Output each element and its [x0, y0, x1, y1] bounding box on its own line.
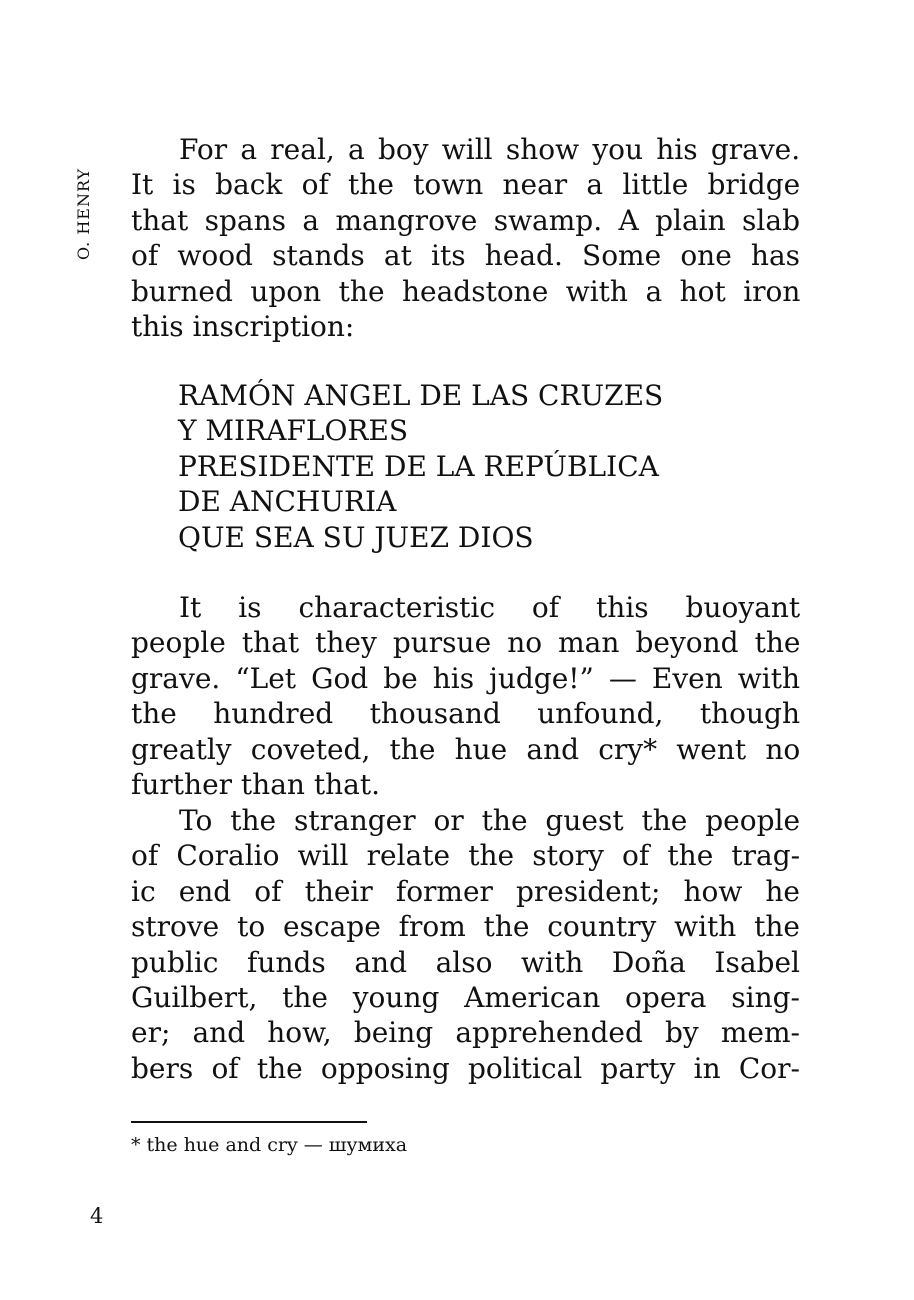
- text-line: It is characteristic of this buoyant: [179, 591, 801, 624]
- paragraph-coralio-story: [131, 803, 800, 1086]
- inscription-line: RAMÓN ANGEL DE LAS CRUZES: [178, 379, 664, 412]
- text-line: It is back of the town near a little bridge: [131, 168, 801, 202]
- text-line: burned upon the headstone with a hot iron: [131, 274, 801, 308]
- text-line: To the stranger or the guest the people: [179, 804, 801, 837]
- running-head-author: O. HENRY: [74, 167, 93, 260]
- headstone-inscription: [178, 378, 663, 555]
- inscription-line: PRESIDENTE DE LA REPÚBLICA: [178, 449, 659, 483]
- text-line: bers of the opposing political party in Cor-: [131, 1051, 800, 1085]
- text-line: the hundred thousand unfound, though: [131, 697, 800, 731]
- text-line: people that they pursue no man beyond the: [131, 626, 801, 660]
- page-number: 4: [90, 1204, 104, 1228]
- text-line: er; and how, being apprehended by mem-: [131, 1016, 800, 1050]
- text-line: this inscription:: [131, 310, 355, 344]
- footnote-divider: [131, 1121, 367, 1123]
- paragraph-buoyant-people: [131, 590, 800, 802]
- text-line: ic end of their former president; how he: [131, 874, 800, 908]
- footnote: * the hue and cry — шумиха: [131, 1134, 408, 1156]
- text-line: greatly coveted, the hue and cry* went no: [131, 732, 801, 766]
- text-line: grave. “Let God be his judge!” — Even with: [131, 661, 800, 695]
- text-line: For a real, a boy will show you his grave.: [179, 133, 801, 166]
- paragraph-grave: [131, 132, 800, 344]
- inscription-line: Y MIRAFLORES: [178, 414, 409, 448]
- text-line: of Coralio will relate the story of the trag-: [131, 839, 801, 873]
- inscription-line: DE ANCHURIA: [178, 485, 397, 519]
- text-line: of wood stands at its head. Some one has: [131, 239, 801, 273]
- text-line: further than that.: [131, 768, 380, 802]
- text-line: Guilbert, the young American opera sing-: [131, 981, 800, 1015]
- text-line: public funds and also with Doña Isabel: [131, 945, 800, 979]
- inscription-line: QUE SEA SU JUEZ DIOS: [178, 520, 534, 554]
- text-line: that spans a mangrove swamp. A plain slab: [131, 203, 800, 237]
- text-line: strove to escape from the country with the: [131, 910, 800, 944]
